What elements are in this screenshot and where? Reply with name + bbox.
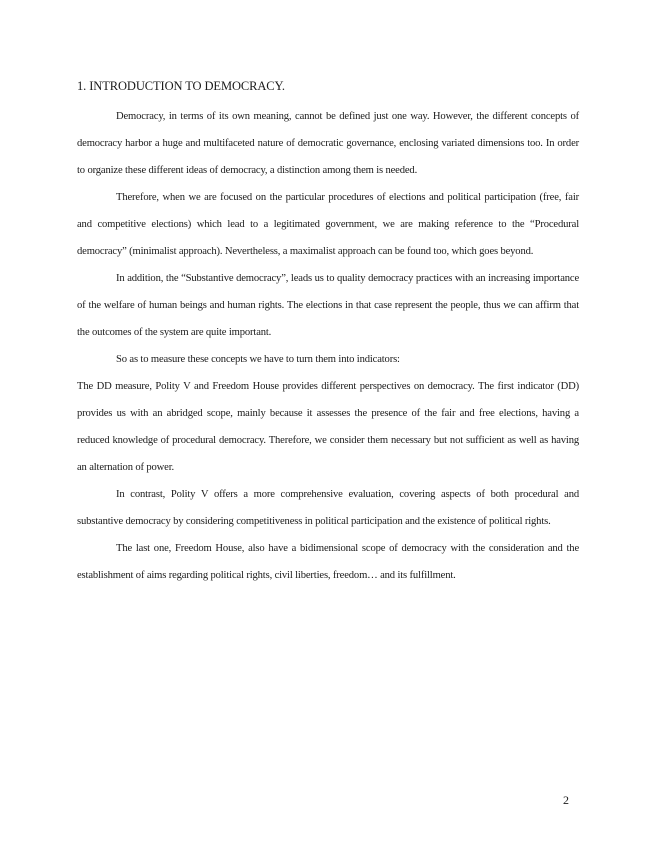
page-number: 2 bbox=[563, 793, 569, 807]
paragraph-democracy-meaning: Democracy, in terms of its own meaning, cannot be defined just one way. However, the different concepts of democracy harbor a huge and multifaceted nature of democratic governance, enclosing variated dimensions too. In order to organize these different ideas of democracy, a distinction among them is needed. bbox=[77, 111, 579, 176]
paragraph-indicators-intro: So as to measure these concepts we have to turn them into indicators: bbox=[116, 354, 400, 365]
paragraph-procedural-democracy: Therefore, when we are focused on the particular procedures of elections and political participation (free, fair and competitive elections) which lead to a legitimated government, we are making reference to the “Procedural democracy” (minimalist approach). Nevertheless, a maximalist approach can be found too, which goes beyond. bbox=[77, 192, 579, 257]
paragraph-freedom-house: The last one, Freedom House, also have a bidimensional scope of democracy with the consideration and the establishment of aims regarding political rights, civil liberties, freedom… and its fulfillment. bbox=[77, 543, 579, 581]
paragraph-substantive-democracy: In addition, the “Substantive democracy”, leads us to quality democracy practices with an increasing importance of the welfare of human beings and human rights. The elections in that case represent the people, thus we can affirm that the outcomes of the system are quite important. bbox=[77, 273, 579, 338]
document-body bbox=[77, 76, 579, 589]
section-heading: 1. INTRODUCTION TO DEMOCRACY. bbox=[77, 79, 285, 93]
paragraph-polity-v: In contrast, Polity V offers a more comprehensive evaluation, covering aspects of both procedural and substantive democracy by considering competitiveness in political participation and the existence of political rights. bbox=[77, 489, 579, 527]
paragraph-dd-measure: The DD measure, Polity V and Freedom House provides different perspectives on democracy. The first indicator (DD) provides us with an abridged scope, mainly because it assesses the presence of the fair and free elections, having a reduced knowledge of procedural democracy. Therefore, we consider them necessary but not sufficient as well as having an alternation of power. bbox=[77, 381, 579, 473]
